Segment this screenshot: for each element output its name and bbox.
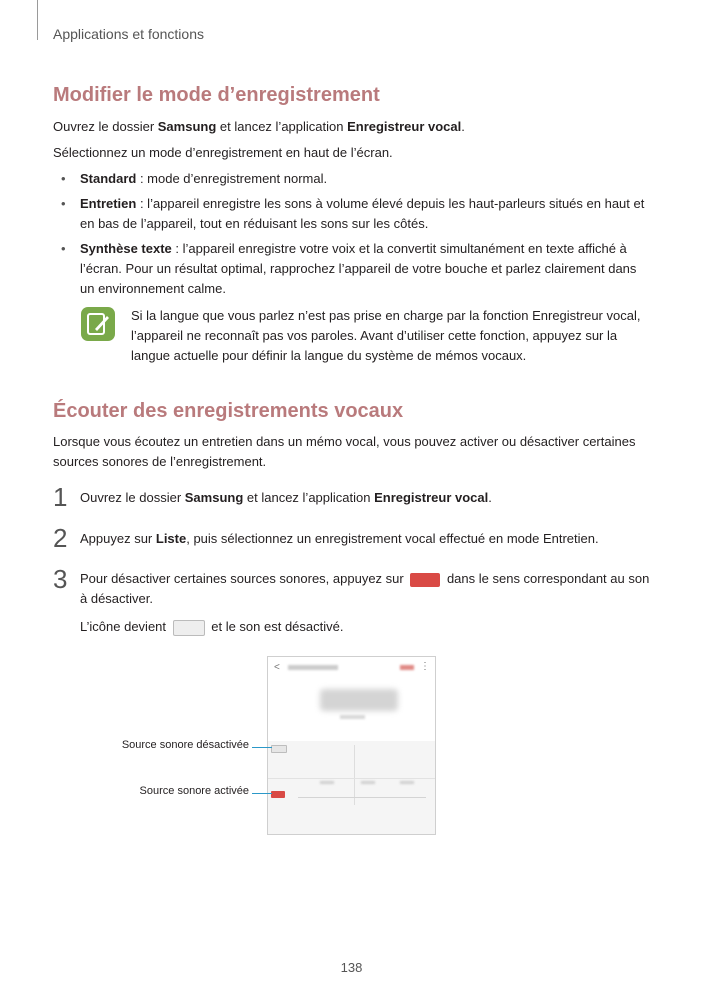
screenshot-action-blur	[400, 665, 414, 670]
header-rule	[37, 0, 38, 40]
screenshot-subtitle-blur	[340, 715, 365, 719]
back-arrow-icon: <	[274, 662, 280, 673]
callout-off-line	[252, 747, 272, 748]
step-text-3: Pour désactiver certaines sources sonores, appuyez sur dans le sens correspondant au son à désactiver.	[80, 571, 650, 606]
callout-off-label: Source sonore désactivée	[121, 739, 249, 751]
paragraph-select-mode: Sélectionnez un mode d’enregistrement en haut de l’écran.	[53, 145, 393, 160]
step-text-2: Appuyez sur Liste, puis sélectionnez un enregistrement vocal effectué en mode Entretien.	[80, 531, 599, 546]
screenshot-waveform-line	[298, 797, 426, 798]
section-title-listen: Écouter des enregistrements vocaux	[53, 400, 404, 422]
step-number-1: 1	[53, 482, 68, 512]
screenshot-topbar	[268, 657, 435, 679]
screenshot-title-blur	[288, 665, 338, 670]
section-title-mode: Modifier le mode d’enregistrement	[53, 84, 380, 106]
bullet-entretien: • Entretien : l’appareil enregistre les sons à volume élevé depuis les haut-parleurs situés en haut et en bas de l’appareil, tout en réduisant les sons sur les côtés.	[61, 196, 645, 231]
on-source-toggle-icon	[271, 791, 285, 798]
callout-on-line	[252, 793, 272, 794]
screenshot-timer-blur	[320, 689, 398, 711]
step-number-2: 2	[53, 523, 68, 553]
bullet-standard: • Standard : mode d’enregistrement normal.	[61, 171, 328, 186]
step-text-1: Ouvrez le dossier Samsung et lancez l’application Enregistreur vocal.	[80, 490, 492, 505]
screenshot-divider	[268, 778, 435, 779]
off-source-toggle-icon	[271, 745, 287, 753]
running-header: Applications et fonctions	[53, 26, 204, 42]
pencil-note-icon	[81, 307, 115, 341]
callout-on-label: Source sonore activée	[139, 785, 249, 797]
bullet-synthese: • Synthèse texte : l’appareil enregistre votre voix et la convertit simultanément en texte affiché à l’écran. Pour un résultat optimal, rapprochez l’appareil de votre bouche et parlez clairement dans un environnement calme.	[61, 241, 637, 296]
paragraph-open-app: Ouvrez le dossier Samsung et lancez l’application Enregistreur vocal.	[53, 119, 465, 134]
on-toggle-icon	[410, 573, 440, 587]
recorder-screenshot	[267, 656, 436, 835]
icon-change-text: L’icône devient et le son est désactivé.	[80, 619, 344, 634]
more-options-icon: ⋮	[420, 661, 430, 672]
paragraph-intro: Lorsque vous écoutez un entretien dans un mémo vocal, vous pouvez activer ou désactiver certaines sources sonores de l’enregistrement.	[53, 434, 636, 469]
screenshot-playhead	[354, 745, 355, 805]
off-toggle-icon	[173, 620, 205, 636]
page-number: 138	[340, 960, 363, 975]
step-number-3: 3	[53, 564, 68, 594]
note-text: Si la langue que vous parlez n’est pas prise en charge par la fonction Enregistreur vocal, l’appareil ne reconnaît pas vos paroles. Avant d’utiliser cette fonction, appuyez sur la langue actuelle pour définir la langue du système de mémos vocaux.	[131, 308, 641, 363]
screenshot-waveform-panel	[268, 741, 435, 834]
